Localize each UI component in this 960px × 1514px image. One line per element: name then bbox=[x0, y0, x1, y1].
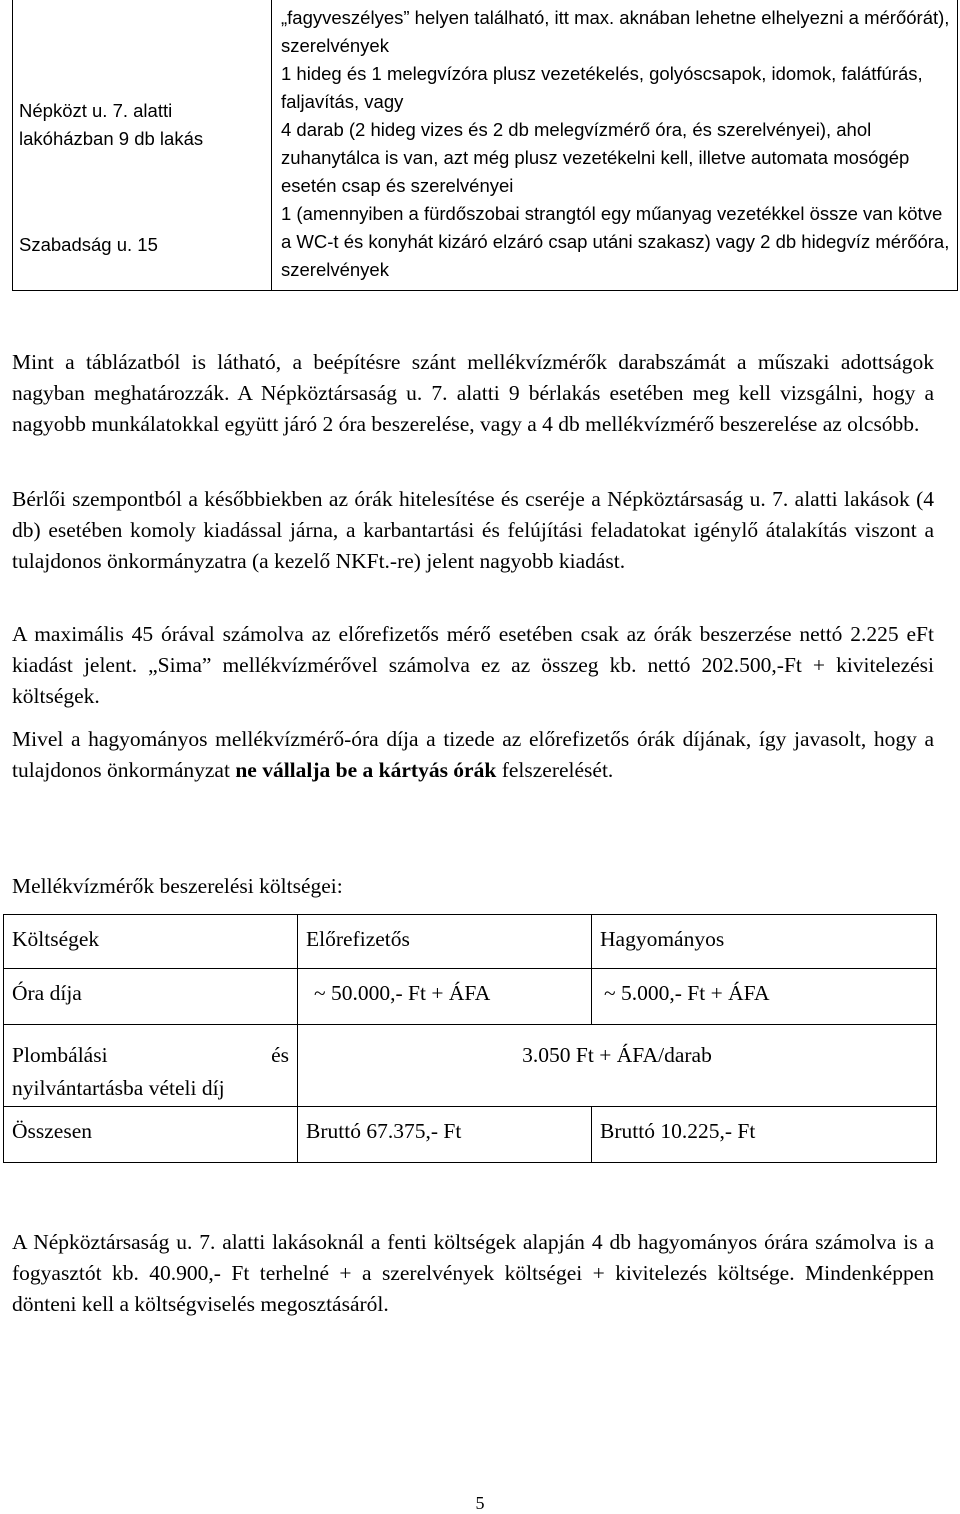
plomb-label-and: és bbox=[271, 1043, 289, 1067]
table-row bbox=[4, 1025, 937, 1107]
cost-heading bbox=[12, 871, 934, 902]
table-row bbox=[4, 1107, 937, 1163]
cost-table bbox=[3, 914, 937, 1163]
table-cell: 3.050 Ft + ÁFA/darab bbox=[298, 1025, 937, 1107]
paragraph-text: Mint a táblázatból is látható, a beépítésre szánt mellékvízmérők darabszámát a műszaki adottságok nagyban meghatározzák. A Népköztársaság u. 7. alatti 9 bérlakás esetében meg kell vizsgálni, hogy a nagyobb munkálatokkal együtt járó 2 óra beszerelése, vagy a 4 db mellékvízmérő beszerelése az olcsóbb. bbox=[12, 350, 934, 436]
paragraph-3 bbox=[12, 619, 934, 712]
p4-emphasis: ne vállalja be a kártyás órák bbox=[235, 758, 497, 782]
table-row bbox=[4, 915, 937, 969]
table-row bbox=[4, 969, 937, 1025]
paragraph-text: Bérlői szempontból a későbbiekben az órák hitelesítése és cseréje a Népköztársaság u. 7. alatti lakások (4 db) esetében komoly kiadással járna, a karbantartási és felújítási feladatokat igénylő átalakítás viszont a tulajdonos önkormányzatra (a kezelő NKFt.-re) jelent nagyobb kiadást. bbox=[12, 487, 934, 573]
installation-options-table bbox=[12, 0, 958, 291]
table-cell: Bruttó 10.225,- Ft bbox=[592, 1107, 937, 1163]
paragraph-5 bbox=[12, 1227, 934, 1320]
paragraph-2 bbox=[12, 484, 934, 577]
paragraph-1 bbox=[12, 347, 934, 440]
p4-start: Mivel a hagyományos mellékvízmérő-óra díja a tizede az előrefizetős órák díjának, így javasolt, hogy a tulajdonos önkormányzat bbox=[12, 727, 934, 782]
header-cell: Hagyományos bbox=[592, 915, 937, 969]
table-cell bbox=[4, 1025, 298, 1107]
requirement-text: 1 hideg és 1 melegvízóra plusz vezetékelés, golyóscsapok, idomok, falátfúrás, faljavítás, vagy bbox=[281, 63, 923, 112]
building-cell bbox=[13, 0, 272, 291]
table-cell: ~ 50.000,- Ft + ÁFA bbox=[298, 969, 592, 1025]
paragraph-text: A maximális 45 órával számolva az előrefizetős mérő esetében csak az órák beszerzése nettó 2.225 eFt kiadást jelent. „Sima” mellékvízmérővel számolva ez az összeg kb. nettó 202.500,-Ft + kivitelezési költségek. bbox=[12, 622, 934, 708]
building-szabadsag: Szabadság u. 15 bbox=[19, 234, 158, 255]
table-cell: Összesen bbox=[4, 1107, 298, 1163]
requirements-cell bbox=[272, 0, 958, 291]
cost-heading-text: Mellékvízmérők beszerelési költségei: bbox=[12, 874, 343, 898]
requirement-text: „fagyveszélyes” helyen található, itt max. aknában lehetne elhelyezni a mérőórát), szerelvények bbox=[281, 7, 950, 56]
plomb-label-rest: nyilvántartásba vételi díj bbox=[12, 1076, 225, 1100]
requirement-text: 4 darab (2 hideg vizes és 2 db melegvízmérő óra, és szerelvényei), ahol zuhanytálca is van, azt még plusz vezetékelni kell, illetve automata mosógép esetén csap és szerelvényei bbox=[281, 119, 910, 196]
header-cell: Előrefizetős bbox=[298, 915, 592, 969]
paragraph-text: A Népköztársaság u. 7. alatti lakásoknál a fenti költségek alapján 4 db hagyományos órára számolva is a fogyasztót kb. 40.900,- Ft terhelné + a szerelvények költségei + kivitelezés költsége. Mindenképpen dönteni kell a költségviselés megosztásáról. bbox=[12, 1230, 934, 1316]
table-cell: ~ 5.000,- Ft + ÁFA bbox=[592, 969, 937, 1025]
paragraph-text bbox=[12, 724, 934, 786]
header-cell: Költségek bbox=[4, 915, 298, 969]
table-cell: Bruttó 67.375,- Ft bbox=[298, 1107, 592, 1163]
building-nepkozt: Népközt u. 7. alatti lakóházban 9 db lakás bbox=[19, 100, 204, 149]
requirement-text: 1 (amennyiben a fürdőszobai strangtól egy műanyag vezetékkel össze van kötve a WC-t és konyhát kizáró elzáró csap utáni szakasz) vagy 2 db hidegvíz mérőóra, szerelvények bbox=[281, 203, 950, 280]
page-number: 5 bbox=[475, 1493, 485, 1513]
table-cell: Óra díja bbox=[4, 969, 298, 1025]
p4-end: felszerelését. bbox=[496, 758, 614, 782]
paragraph-4 bbox=[12, 724, 934, 786]
plomb-label: Plombálási bbox=[12, 1043, 108, 1067]
